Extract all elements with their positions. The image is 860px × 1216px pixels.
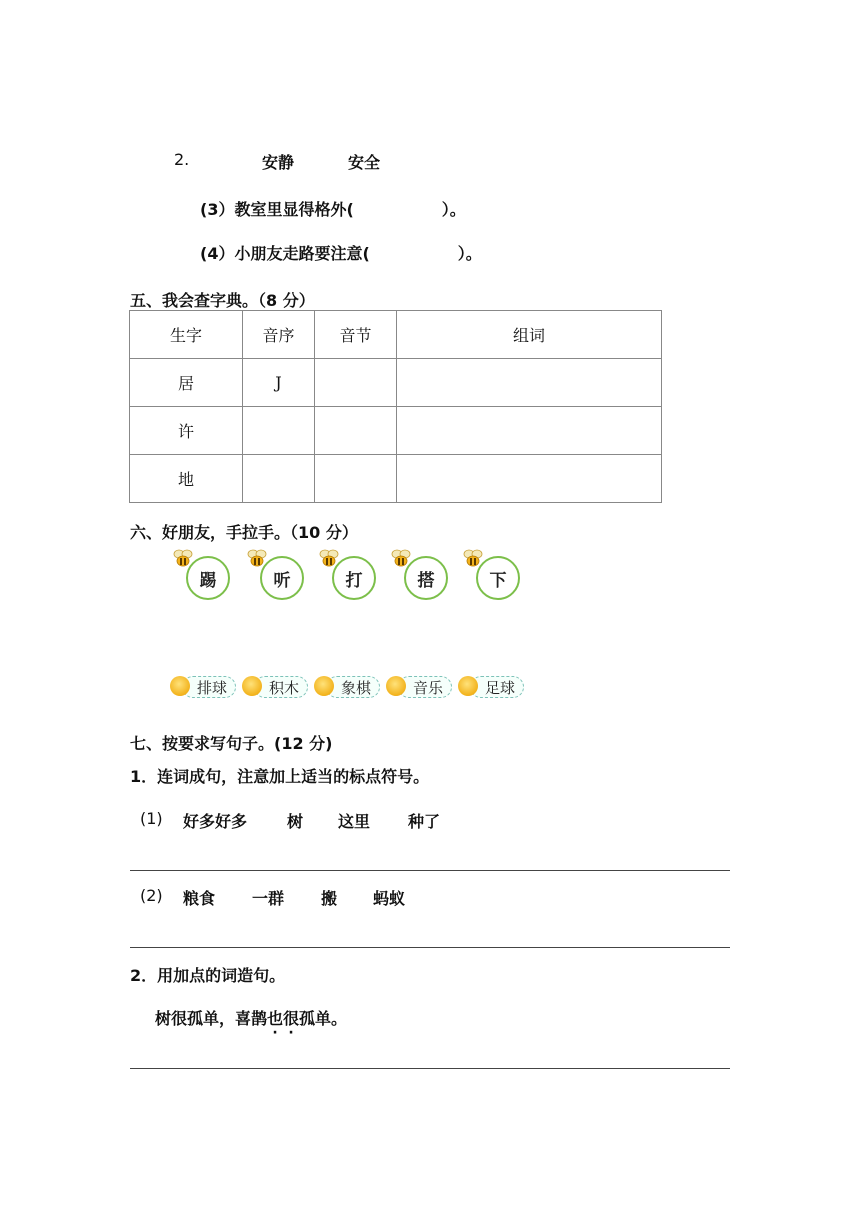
q4-number: 2. — [174, 150, 190, 169]
noun-card[interactable] — [170, 674, 240, 700]
noun-pill: 音乐 — [398, 676, 452, 698]
example-text-start: 树很孤单，喜鹊 — [155, 1009, 268, 1028]
q7-item1-word: 种了 — [408, 812, 441, 831]
q5-heading: 五、我会查字典。（8 分） — [130, 291, 315, 310]
q7-item2-word: 粮食 — [183, 889, 216, 908]
q7-item1-word: 这里 — [338, 812, 371, 831]
cell-character: 地 — [130, 455, 243, 503]
header-character: 生字 — [130, 311, 243, 359]
sun-face-icon — [314, 676, 334, 696]
noun-pill: 足球 — [470, 676, 524, 698]
cell-syllable[interactable] — [315, 455, 397, 503]
dictionary-table — [129, 310, 662, 503]
q6-heading: 六、好朋友，手拉手。（10 分） — [130, 523, 358, 542]
q4-sentence-4-text: (4）小朋友走路要注意( — [200, 244, 370, 263]
verb-card[interactable] — [172, 546, 238, 602]
answer-line-2[interactable] — [130, 947, 730, 948]
q4-sentence-3 — [200, 197, 466, 220]
cell-initial[interactable] — [243, 407, 315, 455]
q7-item1-word: 好多好多 — [183, 812, 248, 831]
sun-face-icon — [170, 676, 190, 696]
sun-face-icon — [458, 676, 478, 696]
cell-words[interactable] — [397, 359, 662, 407]
cell-initial[interactable] — [243, 455, 315, 503]
sun-face-icon — [242, 676, 262, 696]
q4-word-2: 安全 — [348, 153, 381, 172]
sun-face-icon — [386, 676, 406, 696]
q4-word-1: 安静 — [262, 153, 295, 172]
verb-card[interactable] — [462, 546, 528, 602]
cell-initial: J — [243, 359, 315, 407]
verb-circle: 踢 — [186, 556, 230, 600]
noun-card[interactable] — [386, 674, 456, 700]
verb-card[interactable] — [390, 546, 456, 602]
q7-part1-instruction: 1．连词成句，注意加上适当的标点符号。 — [130, 767, 430, 786]
header-syllable: 音节 — [315, 311, 397, 359]
example-text-end: 孤单。 — [299, 1009, 348, 1028]
q7-item1-label: (1) — [140, 809, 163, 828]
verb-circle: 打 — [332, 556, 376, 600]
cell-character: 居 — [130, 359, 243, 407]
noun-pill: 积木 — [254, 676, 308, 698]
noun-card[interactable] — [458, 674, 528, 700]
q7-example-sentence — [155, 1006, 347, 1029]
q7-item2-word: 搬 — [321, 889, 338, 908]
verb-card[interactable] — [246, 546, 312, 602]
cell-words[interactable] — [397, 407, 662, 455]
noun-card[interactable] — [314, 674, 384, 700]
q7-item2-word: 一群 — [252, 889, 285, 908]
dotted-word-ye: 也 — [267, 1009, 284, 1028]
verb-circle: 听 — [260, 556, 304, 600]
q4-sentence-3-end: ）。 — [441, 200, 466, 219]
cell-words[interactable] — [397, 455, 662, 503]
q4-sentence-4 — [200, 241, 482, 264]
noun-pill: 象棋 — [326, 676, 380, 698]
q7-item2-word: 蚂蚁 — [373, 889, 406, 908]
table-row — [130, 455, 662, 503]
table-header-row — [130, 311, 662, 359]
cell-syllable[interactable] — [315, 407, 397, 455]
q7-item1-word: 树 — [287, 812, 304, 831]
dotted-word-hen: 很 — [283, 1009, 300, 1028]
header-initial: 音序 — [243, 311, 315, 359]
q7-item2-label: (2) — [140, 886, 163, 905]
verb-card[interactable] — [318, 546, 384, 602]
q7-part2-instruction: 2．用加点的词造句。 — [130, 966, 286, 985]
answer-line-3[interactable] — [130, 1068, 730, 1069]
verb-circle: 搭 — [404, 556, 448, 600]
header-words: 组词 — [397, 311, 662, 359]
noun-pill: 排球 — [182, 676, 236, 698]
cell-syllable[interactable] — [315, 359, 397, 407]
table-row — [130, 407, 662, 455]
noun-card[interactable] — [242, 674, 312, 700]
cell-character: 许 — [130, 407, 243, 455]
verb-circle: 下 — [476, 556, 520, 600]
table-row — [130, 359, 662, 407]
q7-heading: 七、按要求写句子。(12 分) — [130, 734, 333, 753]
q4-sentence-3-text: (3）教室里显得格外( — [200, 200, 354, 219]
answer-line-1[interactable] — [130, 870, 730, 871]
q4-sentence-4-end: ）。 — [457, 244, 482, 263]
